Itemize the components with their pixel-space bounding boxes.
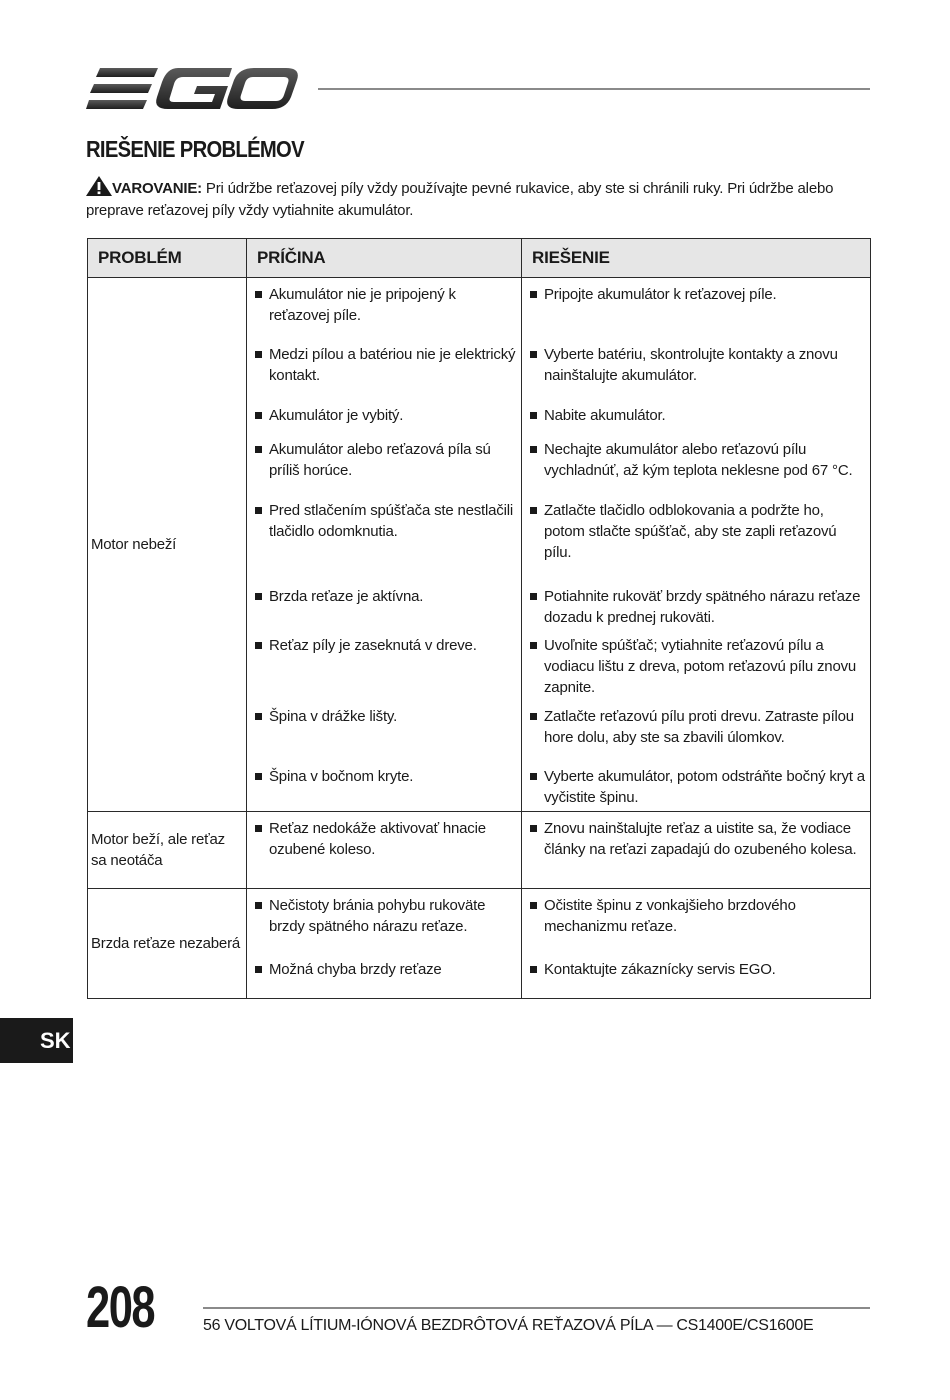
solution-item: Potiahnite rukoväť brzdy spätného nárazu reťaze dozadu k prednej rukoväti. — [526, 586, 866, 635]
cause-item: Brzda reťaze je aktívna. — [251, 586, 517, 635]
table-row — [88, 278, 871, 812]
cause-cell — [247, 812, 522, 889]
warning-triangle-icon — [86, 176, 112, 196]
footer-title: 56 VOLTOVÁ LÍTIUM-IÓNOVÁ BEZDRÔTOVÁ REŤAZOVÁ PÍLA — CS1400E/CS1600E — [203, 1317, 814, 1334]
cause-item: Medzi pílou a batériou nie je elektrický kontakt. — [251, 344, 517, 405]
solution-cell — [522, 278, 871, 812]
solution-item: Zatlačte tlačidlo odblokovania a podržte ho, potom stlačte spúšťač, aby ste zapli reťazovú pílu. — [526, 500, 866, 586]
solution-item: Vyberte batériu, skontrolujte kontakty a znovu nainštalujte akumulátor. — [526, 344, 866, 405]
problem-cell: Motor beží, ale reťaz sa neotáča — [88, 812, 247, 889]
cause-cell — [247, 278, 522, 812]
troubleshooting-table — [87, 238, 871, 999]
header-problem: PROBLÉM — [88, 239, 247, 278]
problem-cell: Motor nebeží — [88, 278, 247, 812]
solution-item: Uvoľnite spúšťač; vytiahnite reťazovú pílu a vodiacu lištu z dreva, potom reťazovú pílu znovu zapnite. — [526, 635, 866, 706]
header-rule — [318, 88, 870, 90]
warning-label: VAROVANIE: — [112, 180, 202, 197]
warning-text: Pri údržbe reťazovej píly vždy používajte pevné rukavice, aby ste si chránili ruky. Pri údržbe alebo preprave reťazovej píly vždy vytiahnite akumulátor. — [86, 180, 834, 219]
language-tab: SK — [0, 1018, 73, 1063]
ego-logo — [86, 64, 298, 114]
solution-item: Vyberte akumulátor, potom odstráňte bočný kryt a vyčistite špinu. — [526, 766, 866, 811]
solution-cell — [522, 889, 871, 999]
cause-item: Špina v bočnom kryte. — [251, 766, 517, 811]
solution-item: Kontaktujte zákaznícky servis EGO. — [526, 959, 866, 980]
cause-item: Akumulátor nie je pripojený k reťazovej píle. — [251, 284, 517, 344]
cause-item: Reťaz nedokáže aktivovať hnacie ozubené koleso. — [251, 818, 517, 860]
header-solution: RIEŠENIE — [522, 239, 871, 278]
problem-cell: Brzda reťaze nezaberá — [88, 889, 247, 999]
table-header-row — [88, 239, 871, 278]
footer-rule — [203, 1307, 870, 1309]
solution-item: Očistite špinu z vonkajšieho brzdového mechanizmu reťaze. — [526, 895, 866, 959]
header-cause: PRÍČINA — [247, 239, 522, 278]
solution-item: Znovu nainštalujte reťaz a uistite sa, že vodiace články na reťazi zapadajú do ozubeného kolesa. — [526, 818, 866, 860]
cause-item: Nečistoty bránia pohybu rukoväte brzdy spätného nárazu reťaze. — [251, 895, 517, 959]
cause-item: Akumulátor alebo reťazová píla sú príliš horúce. — [251, 439, 517, 500]
solution-item: Nechajte akumulátor alebo reťazovú pílu vychladnúť, až kým teplota neklesne pod 67 °C. — [526, 439, 866, 500]
solution-item: Zatlačte reťazovú pílu proti drevu. Zatraste pílou hore dolu, aby ste sa zbavili úlomkov. — [526, 706, 866, 766]
solution-item: Nabite akumulátor. — [526, 405, 866, 439]
table-row — [88, 812, 871, 889]
table-row — [88, 889, 871, 999]
solution-cell — [522, 812, 871, 889]
page-title: RIEŠENIE PROBLÉMOV — [86, 136, 304, 162]
cause-item: Reťaz píly je zaseknutá v dreve. — [251, 635, 517, 706]
solution-item: Pripojte akumulátor k reťazovej píle. — [526, 284, 866, 344]
cause-item: Akumulátor je vybitý. — [251, 405, 517, 439]
cause-item: Pred stlačením spúšťača ste nestlačili tlačidlo odomknutia. — [251, 500, 517, 586]
cause-cell — [247, 889, 522, 999]
page-number: 208 — [86, 1275, 155, 1340]
cause-item: Možná chyba brzdy reťaze — [251, 959, 517, 980]
cause-item: Špina v drážke lišty. — [251, 706, 517, 766]
warning-notice — [86, 176, 866, 222]
